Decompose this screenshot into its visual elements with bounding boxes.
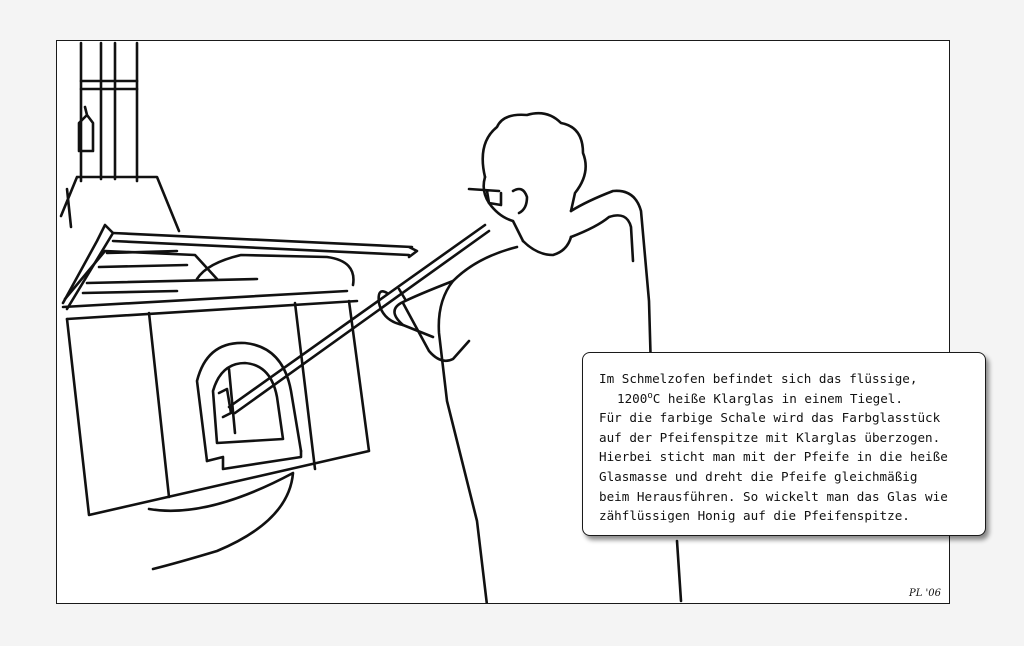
right-shoulder: [571, 191, 651, 371]
head-hair: [483, 113, 586, 211]
furnace-opening-left: [219, 369, 235, 433]
ear: [513, 189, 527, 213]
furnace-roof: [63, 251, 357, 319]
furnace-panel-right: [295, 303, 315, 469]
arm-lower: [403, 303, 469, 361]
left-arm: [394, 281, 453, 337]
caption-line-rest: C heiße Klarglas in einem Tiegel.: [652, 390, 903, 406]
artist-signature: PL '06: [908, 588, 941, 599]
furnace-panel-left: [149, 313, 169, 497]
chimney-band: [81, 81, 137, 89]
furnace-base: [149, 473, 293, 569]
caption-line: auf der Pfeifenspitze mit Klarglas überzogen.: [599, 429, 941, 445]
degree-mark: o: [647, 390, 653, 401]
caption-line: beim Herausführen. So wickelt man das Glas wie: [599, 488, 948, 504]
temperature-value: 1200: [617, 390, 648, 406]
caption-line: Für die farbige Schale wird das Farbglasstück: [599, 410, 941, 426]
caption-box: [582, 352, 986, 536]
back: [439, 247, 517, 604]
shirt-line: [677, 541, 681, 601]
furnace-opening-step: [207, 451, 301, 469]
chimney-pipe: [81, 43, 137, 181]
caption-line-temperature: [599, 389, 971, 409]
furnace-body: [67, 301, 369, 515]
right-arm: [571, 215, 633, 261]
neck-collar: [523, 237, 571, 255]
caption-line: Glasmasse und dreht die Pfeife gleichmäßig: [599, 468, 918, 484]
caption-line: zähflüssigen Honig auf die Pfeifenspitze.: [599, 508, 910, 524]
caption-line: Im Schmelzofen befindet sich das flüssige,: [599, 371, 918, 386]
furnace-hood: [61, 177, 179, 231]
caption-line: Hierbei sticht man mit der Pfeife in die heiße: [599, 449, 948, 465]
